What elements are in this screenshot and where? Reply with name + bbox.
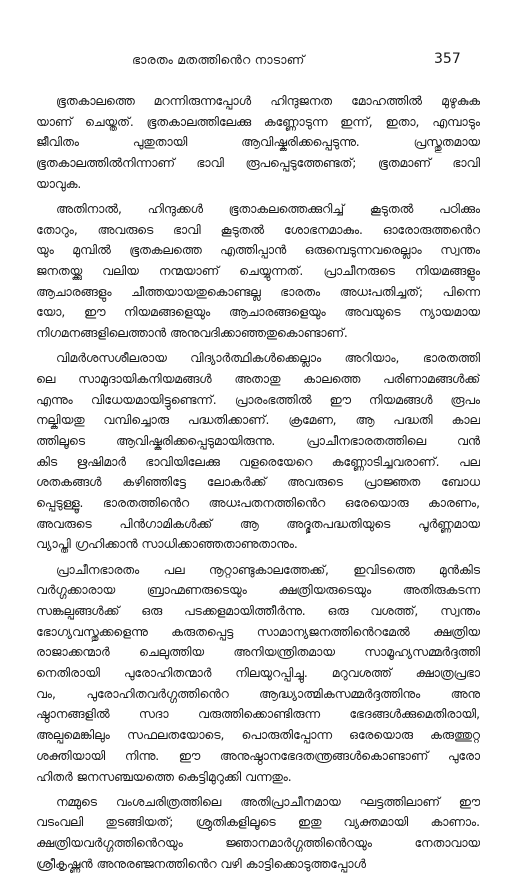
text-line: ആചാരങ്ങളും ചീത്തയായതുകൊണ്ടല്ല ഭാരതം അധഃപതിച്ചത്; പിന്നെ: [36, 284, 480, 299]
text-line: വിമർശസശീലരായ വിദ്യാർത്ഥികൾക്കെല്ലാം അറിയാം, ഭാരതത്തി: [56, 351, 480, 366]
text-line: ത്തിലൂടെ ആവിഷ്കരിക്കപ്പെടുമായിരുന്നു. പ്രാചീനഭാരതത്തിലെ വൻ: [36, 434, 480, 448]
text-line: അതിനാൽ, ഹിന്ദുക്കൾ ഭൂതാകലത്തെക്കുറിച്ച് കൂടുതൽ പഠിക്കും: [56, 201, 480, 216]
text-line: ഷ്ഠാനങ്ങളിൽ സദാ വരുത്തിക്കൊണ്ടിരുന്ന ഭേദങ്ങൾക്കുമെതിരായി,: [36, 707, 480, 722]
paragraph: [36, 792, 480, 875]
text-line: അല്പമെങ്കിലും സഫലതയോടെ, പൊരുതിപ്പോന്ന ഒരേയൊരു കരുത്തുറ്റ: [36, 728, 480, 743]
text-line: യാണ് ചെയ്തത്. ഭൂതകാലത്തിലേക്കു കണ്ണോടുന്ന ഇന്ന്, ഇതാ, എമ്പാടും: [36, 114, 480, 129]
running-header-title: ഭാരതം മതത്തിൻെറ നാടാണ്: [132, 52, 305, 67]
text-line: യും മുമ്പിൽ ഭൂതകലത്തെ എത്തിപ്പാൻ ഒരുമ്പെടുന്നവരെല്ലാം സ്വന്തം: [36, 243, 480, 258]
text-line: ഭോഗ്യവസ്തുക്കളെന്നു കരുതപ്പെട്ട സാമാന്യജനത്തിൻെറമേൽ ക്ഷത്രിയ: [36, 624, 480, 639]
text-line: ഭൂതകാലത്തെ മറന്നിരുന്നപ്പോൾ ഹിന്ദുജനത മോഹത്തിൽ മുഴുകുക: [56, 94, 480, 108]
text-line: കിട ഋഷിമാർ ഭാവിയിലേക്കു വളരെയേറെ കണ്ണോടിച്ചവരാണ്. പല: [36, 454, 480, 469]
text-line: ലെ സാമുദായികനിയമങ്ങൾ അതാതു കാലത്തെ പരിണാമങ്ങൾക്ക്: [36, 371, 480, 386]
text-line: യാവുക.: [36, 176, 82, 191]
paragraph: [36, 348, 480, 555]
text-line: ഭൂതകാലത്തിൽനിന്നാണ് ഭാവി രൂപപ്പെടുത്തേണ്ടത്; ഭൂതമാണ് ഭാവി: [36, 156, 480, 171]
text-line: വർഗ്ഗക്കാരായ ബ്രാഹ്മണരുടെയും ക്ഷത്രിയരുടെയും അതിരുകടന്ന: [36, 583, 480, 598]
text-line: ക്ഷത്രിയവർഗ്ഗത്തിൻെറയും ജ്ഞാനമാർഗ്ഗത്തിൻെറയും നേതാവായ: [36, 836, 480, 851]
text-line: ഹിതർ ജനസഞ്ചയത്തെ കെട്ടിമുറുക്കി വന്നതും.: [36, 769, 292, 784]
text-line: പ്രാചീനഭാരതം പല നൂറ്റാണ്ടുകാലത്തേക്ക്, ഇവിടത്തെ മുൻകിട: [56, 562, 480, 577]
paragraph: [36, 560, 480, 788]
text-line: നെതിരായി പുരോഹിതന്മാർ നിലയുറപ്പിച്ചു. മറുവശത്ത് ക്ഷാത്രപ്രഭാ: [36, 666, 480, 681]
page-number: 357: [434, 51, 461, 67]
text-line: വടംവലി തുടങ്ങിയത്; ശ്രുതികളിലൂടെ ഇതു വ്യക്തമായി കാണാം.: [36, 815, 480, 830]
text-line: സങ്കല്പങ്ങൾക്ക് ഒരു പടക്കളമായിത്തീർന്നു. ഒരു വശത്ത്, സ്വന്തം: [36, 604, 480, 618]
text-line: നല്കിയതു വമ്പിച്ചൊരു പദ്ധതിക്കാണ്. ക്രമേണ, ആ പദ്ധതി കാല: [36, 413, 480, 428]
text-line: ശക്തിയായി നിന്നു. ഈ അനുഷ്ഠാനഭേദതന്ത്രങ്ങൾകൊണ്ടാണ് പുരോ: [36, 748, 480, 763]
text-line: ശ്രീകൃഷ്ണൻ അനുരഞ്ജനത്തിൻെറ വഴി കാട്ടിക്കൊടുത്തപ്പോൾ: [36, 856, 366, 871]
paragraph: [36, 199, 480, 344]
text-line: എന്നും വിധേയമായിട്ടുണ്ടെന്ന്. പ്രാരംഭത്തിൽ ഈ നിയമങ്ങൾ രൂപം: [36, 392, 480, 407]
paragraph: [36, 91, 480, 194]
text-line: യോ, ഈ നിയമങ്ങളെയും ആചാരങ്ങളെയും അവയുടെ ന്യായമായ: [36, 305, 480, 320]
text-line: അവരുടെ പിൻഗാമികൾക്ക് ആ അദ്ഭുതപദ്ധതിയുടെ പൂർണ്ണമായ: [36, 516, 480, 531]
text-line: വ്യാപ്തി ഗ്രഹിക്കാൻ സാധിക്കാഞ്ഞതാണുതാനും.: [36, 537, 298, 552]
text-line: രാജാക്കന്മാർ ചെലുത്തിയ അനിയന്ത്രിതമായ സാമൂഹ്യസമ്മർദ്ദത്തി: [36, 645, 480, 660]
text-line: നിഗമനങ്ങളിലെത്താൻ അനുവദിക്കാഞ്ഞതുകൊണ്ടാണ്.: [36, 326, 348, 341]
body-text: [36, 91, 480, 879]
text-line: പ്പെടുള്ളൂ. ഭാരതത്തിൻെറ അധഃപതനത്തിൻെറ ഒരേയൊരു കാരണം,: [36, 496, 480, 511]
text-line: നമ്മുടെ വംശചരിത്രത്തിലെ അതിപ്രാചീനമായ ഘട്ടത്തിലാണ് ഈ: [56, 794, 480, 809]
text-line: ജീവിതം പുതുതായി ആവിഷ്കരിക്കപ്പെടുന്നു. പ്രസ്തുതമായ: [36, 135, 480, 150]
text-line: വം, പുരോഹിതവർഗ്ഗത്തിൻെറ ആദ്ധ്യാത്മികസമ്മർദ്ദത്തിനും അനു: [36, 686, 480, 701]
text-line: ശതകങ്ങൾ കഴിഞ്ഞിട്ടേ ലോകർക്ക് അവരുടെ പ്രാജ്ഞത ബോധ: [36, 475, 480, 490]
running-header: [0, 52, 515, 72]
text-line: തോറും, അവരുടെ ഭാവി കൂടുതൽ ശോഭനമാകും. ഓരോരുത്തൻെറ: [36, 222, 480, 237]
text-line: ജനതയ്ക്കു വലിയ നന്മയാണ് ചെയ്യുന്നത്. പ്രാചീനരുടെ നിയമങ്ങളും: [36, 264, 480, 278]
